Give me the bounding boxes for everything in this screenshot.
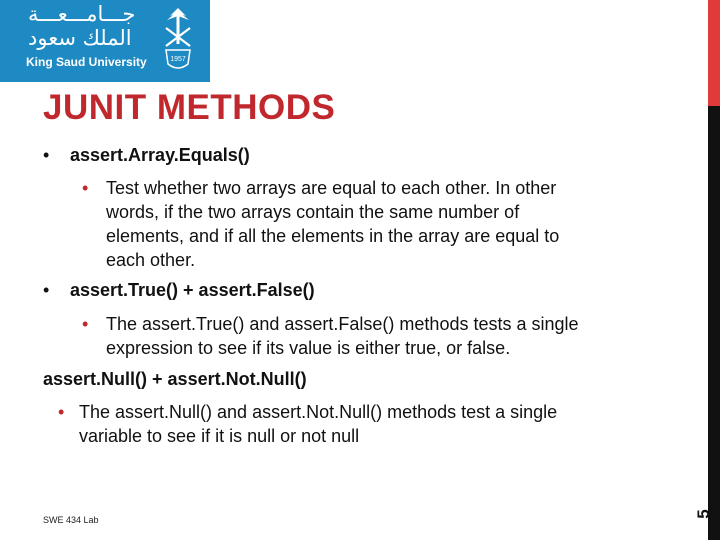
array-equals-desc-line3: elements, and if all the elements in the array are equal to: [106, 226, 560, 246]
sub-bullet-marker: •: [58, 402, 65, 422]
bullet-assert-array-equals: assert.Array.Equals(): [70, 145, 250, 165]
university-logo: [0, 0, 210, 82]
true-false-desc-line2: expression to see if its value is either true, or false.: [106, 338, 511, 358]
true-false-desc-line1: The assert.True() and assert.False() methods tests a single: [106, 314, 579, 334]
palm-swords-emblem-icon: [160, 6, 196, 74]
sub-bullet-marker: •: [82, 178, 89, 198]
bullet-marker: •: [43, 280, 50, 300]
logo-arabic-line1: جـــامـــعـــة: [28, 2, 136, 26]
page-number: 5: [694, 509, 713, 519]
footer-course-label: SWE 434 Lab: [43, 515, 99, 525]
logo-arabic-line2: الملك سعود: [28, 26, 132, 50]
array-equals-desc-line4: each other.: [106, 250, 196, 270]
null-desc-line2: variable to see if it is null or not null: [79, 426, 360, 446]
slide-title: JUNIT METHODS: [43, 88, 336, 127]
logo-english-name: King Saud University: [26, 55, 147, 69]
array-equals-desc-line2: words, if the two arrays contain the same number of: [106, 202, 520, 222]
heading-assert-null: assert.Null() + assert.Not.Null(): [43, 369, 307, 389]
bullet-assert-true-false: assert.True() + assert.False(): [70, 280, 315, 300]
accent-bar-right: [708, 106, 720, 540]
emblem-year: 1957: [170, 56, 186, 63]
null-desc-line1: The assert.Null() and assert.Not.Null() methods test a single: [79, 402, 558, 422]
array-equals-desc-line1: Test whether two arrays are equal to each other. In other: [106, 178, 557, 198]
accent-bar-top: [708, 0, 720, 106]
sub-bullet-marker: •: [82, 314, 89, 334]
bullet-marker: •: [43, 145, 50, 165]
